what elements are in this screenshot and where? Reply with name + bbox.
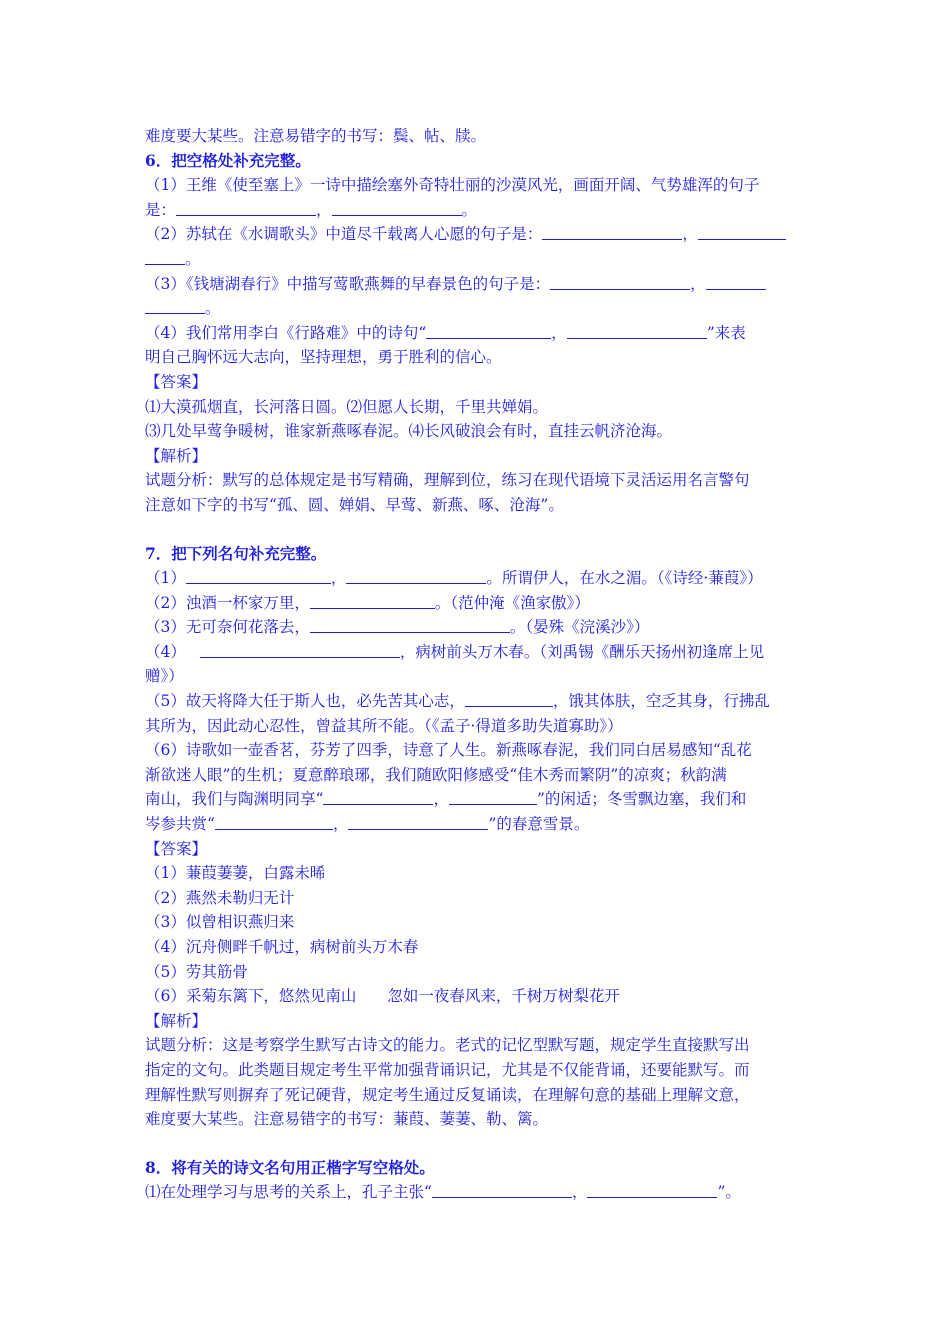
fill-blank[interactable] [310, 593, 435, 609]
text: 岑参共赏“ [145, 815, 215, 834]
text: （4）我们常用李白《行路难》中的诗句“ [145, 323, 427, 342]
q7-answer-3: （3）似曾相识燕归来 [145, 913, 295, 932]
fill-blank[interactable] [542, 224, 682, 240]
question-7-title: 7．把下列名句补充完整。 [145, 543, 327, 563]
q7-item-1 [145, 566, 810, 591]
question-6-title: 6．把空格处补充完整。 [145, 150, 311, 170]
q6-analysis-line-2: 注意如下字的书写“孤、圆、婵娟、早莺、新燕、啄、沧海”。 [145, 495, 564, 514]
text: （5）故天将降大任于斯人也，必先苦其心志， [145, 692, 465, 711]
text: 。（晏殊《浣溪沙》） [509, 618, 650, 637]
text: ⑴在处理学习与思考的关系上，孔子主张“ [145, 1183, 432, 1202]
fill-blank[interactable] [706, 274, 766, 290]
text: ，病树前头万木春。（刘禹锡《酬乐天扬州初逢席上见 [399, 642, 765, 661]
q7-item-5-line-2: 其所为，因此动心忍性，曾益其所不能。（《孟子·得道多助失道寡助》） [145, 716, 623, 735]
text: 。 [205, 299, 221, 318]
q6-item-3-line-2 [145, 296, 810, 321]
fill-blank[interactable] [310, 617, 510, 633]
q6-item-2-line-2 [145, 247, 810, 272]
q7-analysis-line-3: 理解性默写则摒弃了死记硬背，规定考生通过反复诵读，在理解句意的基础上理解文意， [145, 1085, 750, 1104]
text: ， [332, 815, 349, 834]
fill-blank[interactable] [587, 1182, 717, 1198]
q6-answer-label: 【答案】 [145, 372, 208, 391]
q7-answer-2: （2）燕然未勒归无计 [145, 888, 295, 907]
q6-item-2-line-1 [145, 222, 810, 247]
q7-analysis-line-4: 难度要大某些。注意易错字的书写：蒹葭、萋萋、勒、篱。 [145, 1110, 549, 1129]
fill-blank[interactable] [200, 642, 400, 658]
text: ”的闲适；冬雪飘边塞，我们和 [536, 790, 747, 809]
text: ”。 [717, 1183, 741, 1202]
text: （2）苏轼在《水调歌头》中道尽千载离人心愿的句子是： [145, 225, 543, 244]
text: ， [682, 225, 698, 244]
q8-item-1 [145, 1180, 810, 1205]
q7-analysis-line-2: 指定的文句。此类题目规定考生平常加强背诵识记，尤其是不仅能背诵，还要能默写。而 [145, 1060, 750, 1079]
q7-item-3 [145, 615, 810, 640]
intro-line: 难度要大某些。注意易错字的书写：鬓、帖、牍。 [145, 127, 487, 145]
fill-blank[interactable] [346, 568, 486, 584]
q6-answer-line-1: ⑴大漠孤烟直，长河落日圆。⑵但愿人长期，千里共婵娟。 [145, 397, 549, 416]
fill-blank[interactable] [465, 691, 553, 707]
q7-analysis-line-1: 试题分析：这是考察学生默写古诗文的能力。老式的记忆型默写题，规定学生直接默写出 [145, 1036, 750, 1055]
q7-answer-6: （6）采菊东篱下，悠然见南山 忽如一夜春风来，千树万树梨花开 [145, 987, 620, 1006]
fill-blank[interactable] [698, 224, 786, 240]
text: 。所谓伊人，在水之湄。（《诗经·蒹葭》） [486, 569, 763, 588]
text: （4） [145, 642, 186, 661]
text: 。（范仲淹《渔家傲》） [434, 593, 590, 612]
text: 南山，我们与陶渊明同享“ [145, 790, 324, 809]
text: （1） [145, 569, 186, 588]
q7-item-2 [145, 591, 810, 616]
q7-analysis-label: 【解析】 [145, 1011, 208, 1030]
fill-blank[interactable] [567, 323, 707, 339]
q7-item-5-line-1 [145, 689, 810, 714]
text: ”的春意雪景。 [488, 815, 590, 834]
text: ， [433, 790, 449, 809]
q6-analysis-line-1: 试题分析：默写的总体规定是书写精确，理解到位，练习在现代语境下灵活运用名言警句 [145, 471, 750, 490]
text: ， [571, 1183, 588, 1202]
q7-answer-4: （4）沉舟侧畔千帆过，病树前头万木春 [145, 938, 419, 956]
spacer [145, 518, 810, 542]
fill-blank[interactable] [348, 814, 488, 830]
q6-item-3-line-1 [145, 272, 810, 297]
fill-blank[interactable] [432, 1182, 572, 1198]
q6-item-1-line-1: （1）王维《使至塞上》一诗中描绘塞外奇特壮丽的沙漠风光，画面开阔、气势雄浑的句子 [145, 176, 760, 195]
fill-blank[interactable] [145, 298, 205, 314]
q6-item-4-line-2: 明自己胸怀远大志向，坚持理想，勇于胜利的信心。 [145, 348, 502, 367]
q7-item-6-line-1: （6）诗歌如一壶香茗，芬芳了四季，诗意了人生。新燕啄春泥，我们同白居易感知“乱花 [145, 741, 752, 760]
q6-analysis-label: 【解析】 [145, 446, 208, 465]
fill-blank[interactable] [145, 249, 185, 265]
fill-blank[interactable] [215, 814, 333, 830]
fill-blank[interactable] [323, 789, 433, 805]
q6-item-4-line-1 [145, 321, 810, 346]
document-page [145, 124, 810, 1205]
text: 是： [145, 200, 177, 219]
fill-blank[interactable] [550, 274, 690, 290]
q7-item-4-line-1 [145, 640, 810, 665]
fill-blank[interactable] [449, 789, 537, 805]
text: ， [316, 200, 332, 219]
text: ， [690, 274, 706, 293]
question-8-title: 8．将有关的诗文名句用正楷字写空格处。 [145, 1157, 435, 1177]
q6-answer-line-2: ⑶几处早莺争暖树，谁家新燕啄春泥。⑷长风破浪会有时，直挂云帆济沧海。 [145, 422, 673, 441]
q7-item-6-line-3 [145, 787, 810, 812]
q7-answer-1: （1）蒹葭萋萋，白露未晞 [145, 864, 326, 883]
fill-blank[interactable] [176, 200, 316, 216]
q7-item-6-line-4 [145, 812, 810, 837]
text: ， [551, 323, 567, 342]
text: ”来表 [706, 323, 746, 342]
text: ， [330, 569, 347, 588]
text: 。 [461, 200, 478, 219]
text: （3）无可奈何花落去， [145, 618, 310, 637]
text: （2）浊酒一杯家万里， [145, 593, 310, 612]
q6-item-1-line-2 [145, 198, 810, 223]
q7-item-4-line-2: 赠》） [145, 667, 184, 686]
fill-blank[interactable] [426, 323, 551, 339]
spacer [145, 1132, 810, 1156]
q7-answer-5: （5）劳其筋骨 [145, 962, 248, 981]
text: ，饿其体肤，空乏其身，行拂乱 [552, 692, 770, 711]
fill-blank[interactable] [332, 200, 462, 216]
q7-answer-label: 【答案】 [145, 839, 208, 858]
text: （3）《钱塘湖春行》中描写莺歌燕舞的早春景色的句子是： [145, 274, 551, 293]
text: 。 [185, 249, 201, 268]
fill-blank[interactable] [186, 568, 331, 584]
q7-item-6-line-2: 渐欲迷人眼”的生机；夏意醉琅琊，我们随欧阳修感受“佳木秀而繁阴”的凉爽；秋韵满 [145, 765, 727, 784]
